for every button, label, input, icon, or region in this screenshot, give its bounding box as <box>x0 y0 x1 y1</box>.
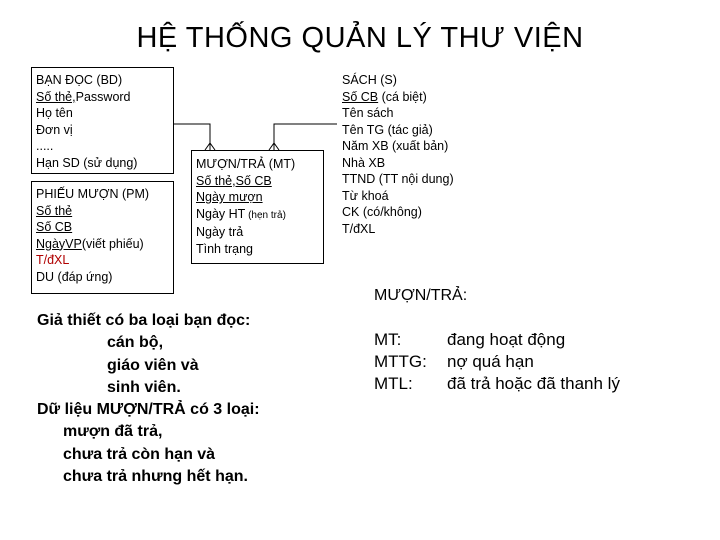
attr-password: Password <box>75 89 131 104</box>
connector-s-mt <box>274 124 337 150</box>
entity-name: SÁCH (S) <box>342 73 397 87</box>
attr-du: DU (đáp ứng) <box>36 269 113 284</box>
note-line: sinh viên. <box>107 378 181 396</box>
note-line: cán bộ, <box>107 334 164 352</box>
assumptions-notes <box>37 310 260 488</box>
note-line: Giả thiết có ba loại bạn đọc: <box>37 312 251 329</box>
attr-ten-sach: Tên sách <box>342 106 394 120</box>
status-desc: đã trả hoặc đã thanh lý <box>447 374 620 393</box>
attr-ellipsis: ..... <box>36 139 54 153</box>
key-so-the: Số thẻ, <box>36 89 76 104</box>
attr-ck: CK (có/không) <box>342 205 422 219</box>
attr-ngay-ht: Ngày HT <box>196 206 246 221</box>
attr-don-vi: Đơn vị <box>36 122 73 137</box>
attr-nha-xb: Nhà XB <box>342 155 386 170</box>
status-legend-title: MƯỢN/TRẢ: <box>374 287 468 304</box>
note-line: chưa trả nhưng hết hạn. <box>63 468 248 486</box>
entity-name: MƯỢN/TRẢ (MT) <box>196 157 296 171</box>
status-code: MT: <box>374 330 402 349</box>
entity-phieu-muon <box>31 181 174 294</box>
attr-tdxl: T/đXL <box>342 221 376 236</box>
note-line: mượn đã trả, <box>63 423 163 441</box>
diagram-title: HỆ THỐNG QUẢN LÝ THƯ VIỆN <box>136 22 584 54</box>
entity-name: PHIẾU MƯỢN (PM) <box>36 187 150 201</box>
attr-ttnd: TTND (TT nội dung) <box>342 172 454 186</box>
attr-tdxl: T/đXL <box>36 253 70 267</box>
key-so-cb-note: (cá biệt) <box>378 89 427 104</box>
entity-muon-tra <box>191 150 324 264</box>
key-ngay-vp: NgàyVP <box>36 236 82 251</box>
attr-tinh-trang: Tình trạng <box>196 241 253 256</box>
entity-name: BẠN ĐỌC (BD) <box>36 73 123 87</box>
entity-ban-doc <box>31 67 174 174</box>
note-line: Dữ liệu MƯỢN/TRẢ có 3 loại: <box>37 401 260 419</box>
key-ngay-muon: Ngày mượn <box>196 190 263 204</box>
status-legend <box>374 329 620 395</box>
attr-nam-xb: Năm XB (xuất bản) <box>342 139 449 153</box>
attr-ngay-tra: Ngày trả <box>196 225 244 239</box>
attr-tu-khoa: Từ khoá <box>342 188 389 203</box>
status-row <box>374 373 620 395</box>
attr-ho-ten: Họ tên <box>36 106 73 120</box>
status-row <box>374 351 620 373</box>
status-code: MTTG: <box>374 352 427 371</box>
key-ngay-vp-note: (viết phiếu) <box>81 236 144 251</box>
note-line: giáo viên và <box>107 356 199 374</box>
status-code: MTL: <box>374 374 413 393</box>
connector-bd-mt <box>174 124 210 150</box>
key-so-cb: Số CB <box>36 220 73 234</box>
key-so-the-so-cb: Số thẻ,Số CB <box>196 173 272 188</box>
key-so-the: Số thẻ <box>36 203 73 218</box>
status-desc: nợ quá hạn <box>447 352 534 371</box>
attr-han-sd: Hạn SD (sử dụng) <box>36 155 138 170</box>
entity-sach <box>337 67 477 239</box>
attr-ten-tg: Tên TG (tác giả) <box>342 122 433 137</box>
key-so-cb: Số CB <box>342 89 379 104</box>
status-desc: đang hoạt động <box>447 330 566 349</box>
note-line: chưa trả còn hạn và <box>63 445 216 463</box>
attr-ngay-ht-note: (hẹn trả) <box>245 209 286 221</box>
status-row <box>374 329 620 351</box>
